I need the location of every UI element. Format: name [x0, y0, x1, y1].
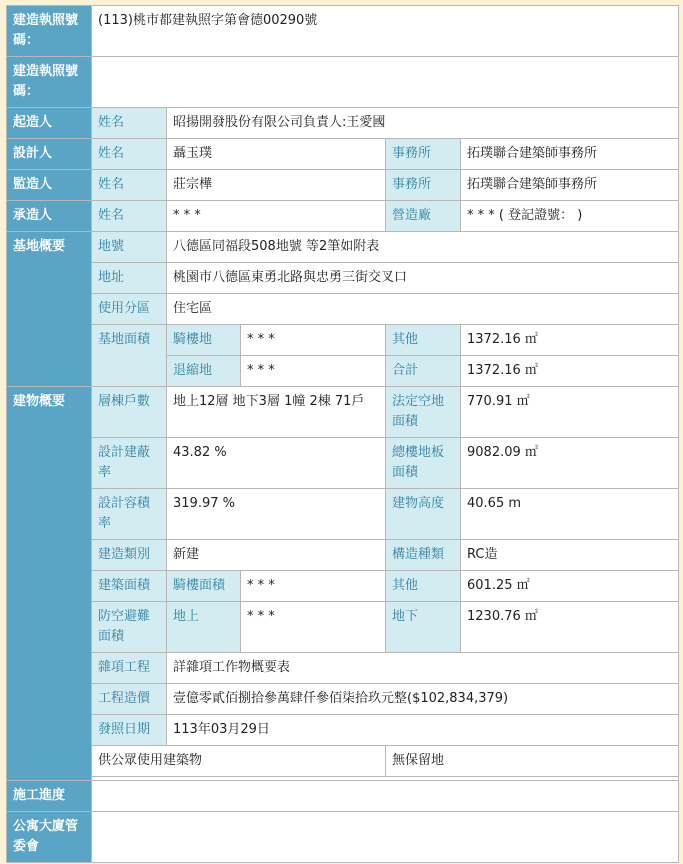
shelter-below-label: 地下	[386, 602, 461, 653]
contractor-firm: * * * ( 登記證號： )	[461, 201, 679, 232]
supervisor-name-label: 姓名	[92, 170, 167, 201]
supervisor-office-label: 事務所	[386, 170, 461, 201]
arcade-land-value: * * *	[241, 325, 386, 356]
open-space-label: 法定空地面積	[386, 387, 461, 438]
far-label: 設計容積率	[92, 489, 167, 540]
issue-date-value: 113年03月29日	[167, 715, 679, 746]
designer-header: 設計人	[7, 139, 92, 170]
designer-office-label: 事務所	[386, 139, 461, 170]
permit-number-label-2: 建造執照號碼：	[7, 57, 92, 108]
progress-header: 施工進度	[7, 781, 92, 812]
site-total-value: 1372.16 ㎡	[461, 356, 679, 387]
building-header: 建物概要	[7, 387, 92, 781]
permit-number-value: (113)桃市都建執照字第會德00290號	[92, 6, 679, 57]
arcade-land-label: 騎樓地	[167, 325, 241, 356]
shelter-above-label: 地上	[167, 602, 241, 653]
public-use-note: 供公眾使用建築物	[92, 746, 386, 777]
cost-value: 壹億零貳佰捌拾參萬肆仟參佰柒拾玖元整($102,834,379)	[167, 684, 679, 715]
height-label: 建物高度	[386, 489, 461, 540]
contractor-firm-label: 營造廠	[386, 201, 461, 232]
lot-value: 八德區同福段508地號 等2筆如附表	[167, 232, 679, 263]
setback-land-value: * * *	[241, 356, 386, 387]
arch-other-value: 601.25 ㎡	[461, 571, 679, 602]
floors-label: 層棟戶數	[92, 387, 167, 438]
arcade-area-value: * * *	[241, 571, 386, 602]
floor-area-value: 9082.09 ㎡	[461, 438, 679, 489]
site-other-value: 1372.16 ㎡	[461, 325, 679, 356]
arch-area-label: 建築面積	[92, 571, 167, 602]
address-label: 地址	[92, 263, 167, 294]
contractor-name: * * *	[167, 201, 386, 232]
shelter-below-value: 1230.76 ㎡	[461, 602, 679, 653]
far-value: 319.97 %	[167, 489, 386, 540]
category-label: 建造類別	[92, 540, 167, 571]
contractor-header: 承造人	[7, 201, 92, 232]
floors-value: 地上12層 地下3層 1幢 2棟 71戶	[167, 387, 386, 438]
cost-label: 工程造價	[92, 684, 167, 715]
site-header: 基地概要	[7, 232, 92, 387]
supervisor-name: 莊宗樺	[167, 170, 386, 201]
category-value: 新建	[167, 540, 386, 571]
committee-header: 公寓大廈管委會	[7, 812, 92, 863]
arch-other-label: 其他	[386, 571, 461, 602]
site-other-label: 其他	[386, 325, 461, 356]
lot-label: 地號	[92, 232, 167, 263]
arcade-area-label: 騎樓面積	[167, 571, 241, 602]
zoning-value: 住宅區	[167, 294, 679, 325]
contractor-name-label: 姓名	[92, 201, 167, 232]
shelter-area-label: 防空避難面積	[92, 602, 167, 653]
supervisor-office: 拓璞聯合建築師事務所	[461, 170, 679, 201]
owner-header: 起造人	[7, 108, 92, 139]
floor-area-label: 總樓地板面積	[386, 438, 461, 489]
misc-works-label: 雜項工程	[92, 653, 167, 684]
issue-date-label: 發照日期	[92, 715, 167, 746]
supervisor-header: 監造人	[7, 170, 92, 201]
zoning-label: 使用分區	[92, 294, 167, 325]
structure-label: 構造種類	[386, 540, 461, 571]
progress-value	[92, 781, 679, 812]
building-permit-table	[6, 5, 679, 863]
owner-name-label: 姓名	[92, 108, 167, 139]
committee-value	[92, 812, 679, 863]
coverage-label: 設計建蔽率	[92, 438, 167, 489]
coverage-value: 43.82 %	[167, 438, 386, 489]
owner-name: 昭揚開發股份有限公司負責人:王愛國	[167, 108, 679, 139]
address-value: 桃園市八德區東勇北路與忠勇三街交叉口	[167, 263, 679, 294]
open-space-value: 770.91 ㎡	[461, 387, 679, 438]
permit-number-label: 建造執照號碼：	[7, 6, 92, 57]
reserve-land-note: 無保留地	[386, 746, 679, 777]
height-value: 40.65 m	[461, 489, 679, 540]
site-total-label: 合計	[386, 356, 461, 387]
designer-name-label: 姓名	[92, 139, 167, 170]
setback-land-label: 退縮地	[167, 356, 241, 387]
structure-value: RC造	[461, 540, 679, 571]
site-area-label: 基地面積	[92, 325, 167, 387]
permit-number-value-2	[92, 57, 679, 108]
misc-works-value: 詳雜項工作物概要表	[167, 653, 679, 684]
designer-office: 拓璞聯合建築師事務所	[461, 139, 679, 170]
shelter-above-value: * * *	[241, 602, 386, 653]
designer-name: 聶玉璞	[167, 139, 386, 170]
